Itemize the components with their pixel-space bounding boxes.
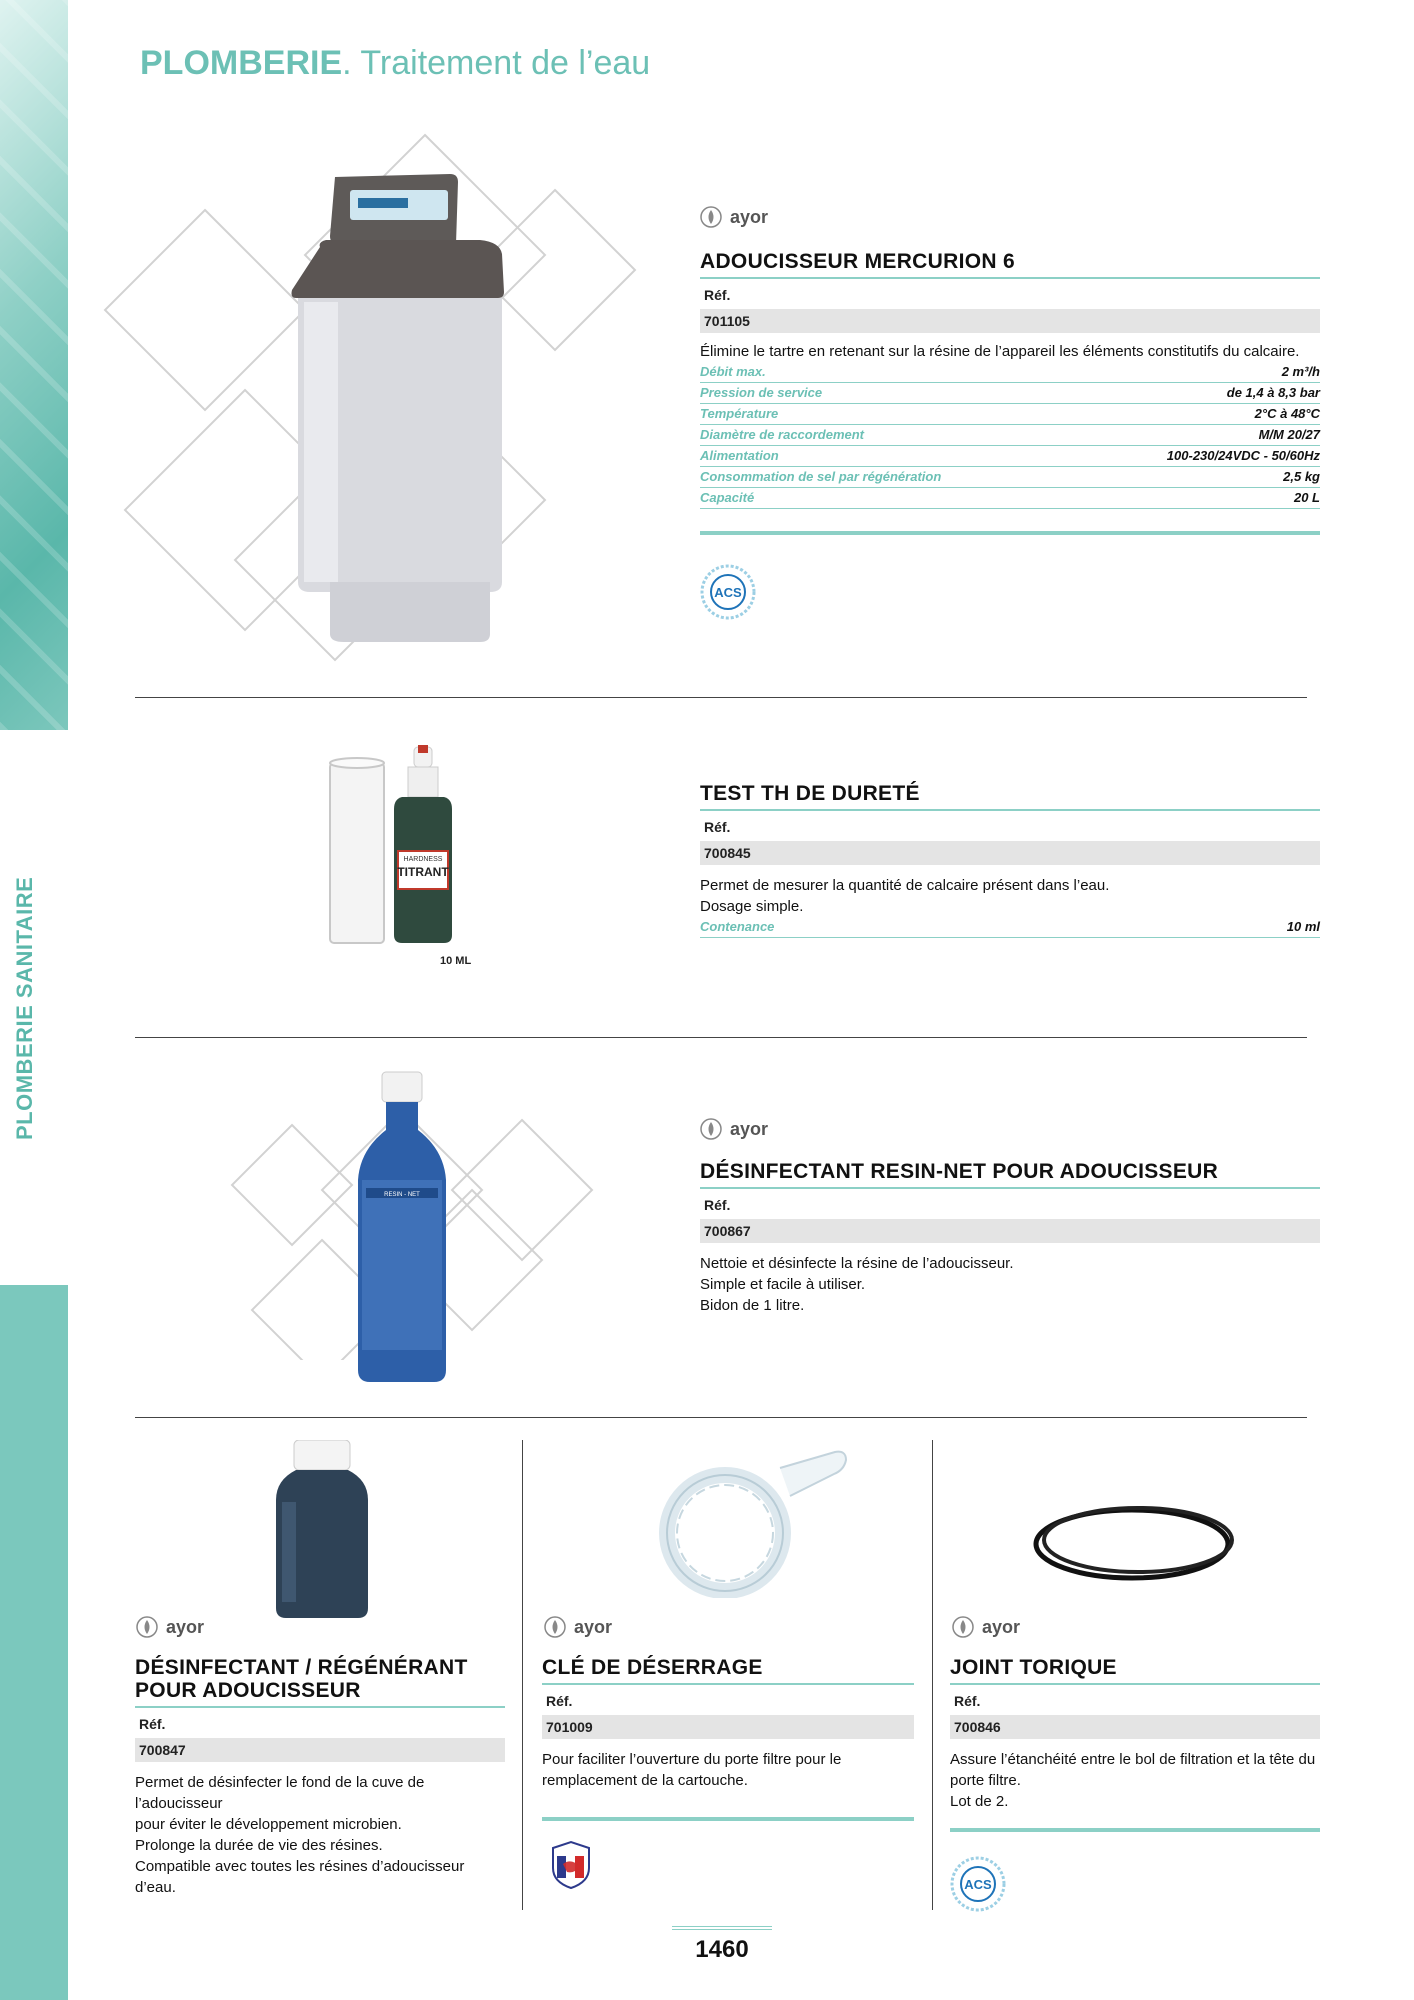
- spec-row: [700, 362, 1320, 383]
- spec-value: de 1,4 à 8,3 bar: [1226, 385, 1320, 401]
- section-divider: [135, 1417, 1307, 1418]
- made-in-france-badge: [545, 1838, 597, 1890]
- ayor-drop-icon: [544, 1616, 566, 1638]
- brand-name: ayor: [574, 1616, 613, 1637]
- ref-value: 700846: [950, 1715, 1320, 1739]
- teal-rule: [542, 1817, 914, 1821]
- page-subtitle: . Traitement de l’eau: [342, 44, 651, 82]
- image-caption: 10 ML: [440, 955, 472, 967]
- spec-row: [700, 488, 1320, 509]
- brand-name: ayor: [982, 1616, 1021, 1637]
- product-card-o-ring: [950, 1656, 1320, 1832]
- spec-row: [700, 446, 1320, 467]
- hardness-test-image: [328, 745, 488, 945]
- product-title: JOINT TORIQUE: [950, 1656, 1320, 1685]
- spec-name: Pression de service: [700, 385, 823, 401]
- product-description: [950, 1749, 1320, 1812]
- product-title: CLÉ DE DÉSERRAGE: [542, 1656, 914, 1685]
- spec-value: 10 ml: [1286, 919, 1320, 935]
- brand-logo: [136, 1616, 204, 1638]
- brand-logo: [544, 1616, 612, 1638]
- spec-name: Contenance: [700, 919, 775, 935]
- ayor-drop-icon: [700, 206, 722, 228]
- section-divider: [135, 1037, 1307, 1038]
- spec-name: Diamètre de raccordement: [700, 427, 865, 443]
- product-description: [700, 1253, 1320, 1316]
- brand-logo: [952, 1616, 1020, 1638]
- spec-name: Débit max.: [700, 364, 766, 380]
- bottle-label: TITRANT: [397, 865, 449, 879]
- product-description: [700, 875, 1320, 917]
- spec-value: 20 L: [1293, 490, 1320, 506]
- side-strip-block: [0, 1285, 68, 2000]
- ref-label: Réf.: [704, 1197, 731, 1214]
- ref-label: Réf.: [546, 1693, 573, 1710]
- description-line: Simple et facile à utiliser.: [700, 1276, 866, 1294]
- disinfectant-bottle-image: [272, 1440, 372, 1620]
- ref-value: 700867: [700, 1219, 1320, 1243]
- spec-table: [700, 362, 1320, 509]
- spec-value: 2°C à 48°C: [1254, 406, 1320, 422]
- bottle-label-small: HARDNESS: [403, 856, 443, 863]
- description-line: porte filtre.: [950, 1772, 1021, 1790]
- bottle-label: RESIN - NET: [384, 1192, 420, 1198]
- description-line: Dosage simple.: [700, 898, 804, 916]
- spec-value: 2 m³/h: [1281, 364, 1320, 380]
- page-title: [140, 44, 650, 83]
- ref-label: Réf.: [954, 1693, 981, 1710]
- side-section-label: PLOMBERIE SANITAIRE: [12, 876, 37, 1140]
- ayor-drop-icon: [952, 1616, 974, 1638]
- description-line: Assure l’étanchéité entre le bol de filtration et la tête du: [950, 1751, 1316, 1769]
- product-description: [542, 1749, 914, 1791]
- teal-rule: [700, 531, 1320, 535]
- teal-rule: [950, 1828, 1320, 1832]
- ref-label: Réf.: [704, 287, 731, 304]
- spec-name: Température: [700, 406, 779, 422]
- ref-value: 701105: [700, 309, 1320, 333]
- product-description: [135, 1772, 505, 1898]
- spec-name: Capacité: [700, 490, 755, 506]
- water-softener-image: [290, 172, 530, 652]
- ref-label: Réf.: [704, 819, 731, 836]
- acs-certification-badge: [700, 564, 756, 620]
- product-card-disinfectant: [135, 1656, 505, 1898]
- spec-row: [700, 425, 1320, 446]
- spec-name: Alimentation: [700, 448, 779, 464]
- column-divider: [522, 1440, 523, 1910]
- description-line: remplacement de la cartouche.: [542, 1772, 748, 1790]
- description-line: Prolonge la durée de vie des résines.: [135, 1837, 383, 1855]
- brand-name: ayor: [730, 1118, 769, 1139]
- page-section: PLOMBERIE: [140, 44, 343, 82]
- description-line: Compatible avec toutes les résines d’adoucisseur d’eau.: [135, 1858, 465, 1897]
- resin-net-bottle-image: [352, 1070, 452, 1385]
- description-line: Permet de mesurer la quantité de calcaire présent dans l’eau.: [700, 877, 1110, 895]
- product-title: DÉSINFECTANT RESIN-NET POUR ADOUCISSEUR: [700, 1160, 1320, 1189]
- product-card-softener: [700, 250, 1320, 535]
- ayor-drop-icon: [136, 1616, 158, 1638]
- product-card-hardness-test: [700, 782, 1320, 938]
- brand-logo: [700, 1118, 768, 1140]
- o-ring-image: [1032, 1502, 1238, 1584]
- spec-row: [700, 467, 1320, 488]
- ref-value: 700845: [700, 841, 1320, 865]
- product-title: ADOUCISSEUR MERCURION 6: [700, 250, 1320, 279]
- description-line: Permet de désinfecter le fond de la cuve de l’adoucisseur: [135, 1774, 425, 1813]
- brand-name: ayor: [730, 206, 769, 227]
- product-card-resin-net: [700, 1160, 1320, 1316]
- acs-badge-text: ACS: [714, 585, 742, 600]
- product-title: DÉSINFECTANT / RÉGÉNÉRANT POUR ADOUCISSEUR: [135, 1656, 505, 1708]
- acs-badge-text: ACS: [964, 1877, 992, 1892]
- ayor-drop-icon: [700, 1118, 722, 1140]
- description-line: pour éviter le développement microbien.: [135, 1816, 402, 1834]
- brand-name: ayor: [166, 1616, 205, 1637]
- ref-label: Réf.: [139, 1716, 166, 1733]
- description-line: Lot de 2.: [950, 1793, 1009, 1811]
- spec-name: Consommation de sel par régénération: [700, 469, 942, 485]
- spec-row: [700, 404, 1320, 425]
- filter-wrench-image: [630, 1448, 850, 1598]
- ref-value: 701009: [542, 1715, 914, 1739]
- page-number: 1460: [672, 1926, 772, 1964]
- section-divider: [135, 697, 1307, 698]
- ref-value: 700847: [135, 1738, 505, 1762]
- description-line: Pour faciliter l’ouverture du porte filtre pour le: [542, 1751, 842, 1769]
- side-strip-pattern: [0, 0, 68, 730]
- description-line: Nettoie et désinfecte la résine de l’adoucisseur.: [700, 1255, 1014, 1273]
- brand-logo: [700, 206, 768, 228]
- product-card-wrench: [542, 1656, 914, 1821]
- product-description: Élimine le tartre en retenant sur la résine de l’appareil les éléments constitutifs du calcaire.: [700, 343, 1300, 361]
- product-title: TEST TH DE DURETÉ: [700, 782, 1320, 811]
- spec-row: [700, 383, 1320, 404]
- spec-value: M/M 20/27: [1258, 427, 1320, 443]
- column-divider: [932, 1440, 933, 1910]
- spec-value: 2,5 kg: [1283, 469, 1320, 485]
- description-line: Bidon de 1 litre.: [700, 1297, 805, 1315]
- spec-value: 100-230/24VDC - 50/60Hz: [1166, 448, 1320, 464]
- acs-certification-badge: [950, 1856, 1006, 1912]
- spec-row: [700, 917, 1320, 938]
